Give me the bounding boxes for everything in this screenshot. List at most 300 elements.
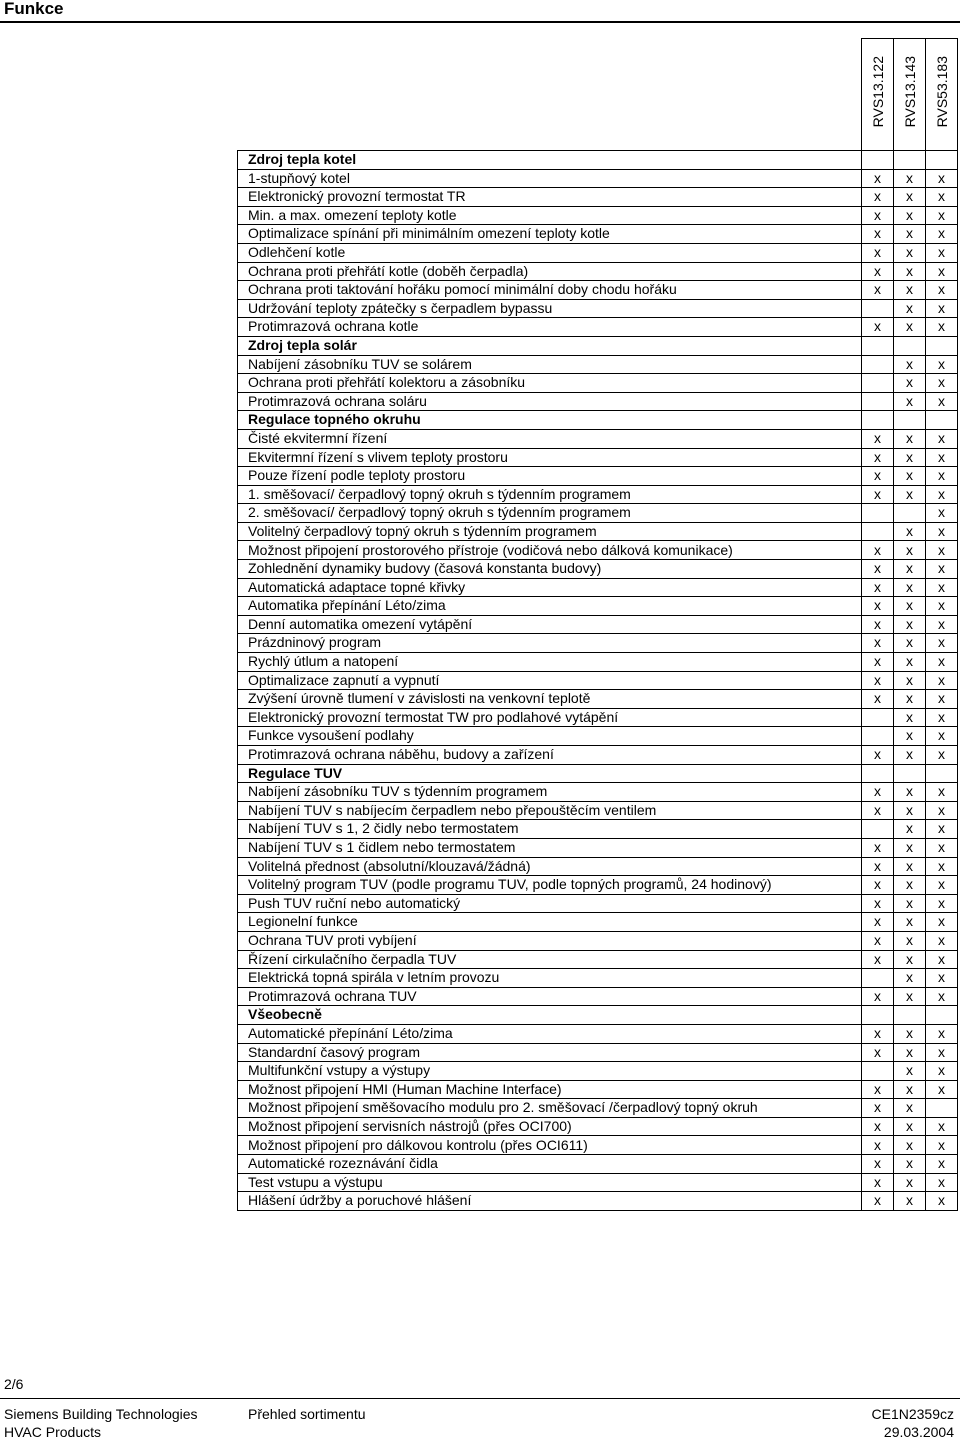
support-mark-rvs53-183: x [926,690,958,709]
support-mark-rvs53-183: x [926,876,958,895]
support-mark-rvs13-143: x [894,931,926,950]
table-row [238,1155,958,1174]
function-label: Hlášení údržby a poruchové hlášení [238,1192,862,1211]
support-mark-rvs13-122: x [862,243,894,262]
table-row [238,634,958,653]
support-mark-rvs53-183: x [926,987,958,1006]
support-mark-rvs13-122: x [862,206,894,225]
function-label: Zvýšení úrovně tlumení v závislosti na venkovní teplotě [238,690,862,709]
footer-division: HVAC Products [4,1424,101,1440]
function-label: Legionelní funkce [238,913,862,932]
support-mark-rvs53-183: x [926,262,958,281]
section-title: Regulace TUV [238,764,862,783]
function-label: Ochrana TUV proti vybíjení [238,931,862,950]
table-row [238,504,958,523]
support-mark-rvs13-122: x [862,838,894,857]
table-row [238,708,958,727]
support-mark-rvs13-122: x [862,615,894,634]
support-mark-rvs13-122: x [862,913,894,932]
table-row [238,560,958,579]
support-mark-rvs13-122 [862,727,894,746]
function-label: Automatika přepínání Léto/zima [238,597,862,616]
support-mark-rvs53-183: x [926,522,958,541]
support-mark-rvs53-183: x [926,615,958,634]
support-mark-rvs53-183: x [926,1117,958,1136]
support-mark-rvs53-183: x [926,541,958,560]
function-label: Volitelný čerpadlový topný okruh s týdenním programem [238,522,862,541]
support-mark-rvs13-143: x [894,262,926,281]
function-label: Automatické rozeznávání čidla [238,1155,862,1174]
support-mark-rvs13-143: x [894,727,926,746]
function-label: 1. směšovací/ čerpadlový topný okruh s týdenním programem [238,485,862,504]
footer-company: Siemens Building Technologies [4,1406,198,1422]
support-mark-rvs13-122: x [862,987,894,1006]
section-empty-cell [926,1006,958,1025]
function-label: Pouze řízení podle teploty prostoru [238,467,862,486]
function-label: Volitelný program TUV (podle programu TUV, podle topných programů, 24 hodinový) [238,876,862,895]
support-mark-rvs13-122: x [862,485,894,504]
support-mark-rvs13-143: x [894,857,926,876]
header-divider [0,21,960,23]
table-row [238,281,958,300]
support-mark-rvs13-143: x [894,541,926,560]
support-mark-rvs53-183: x [926,894,958,913]
support-mark-rvs53-183: x [926,1024,958,1043]
support-mark-rvs13-122 [862,299,894,318]
support-mark-rvs13-143: x [894,653,926,672]
support-mark-rvs13-122 [862,522,894,541]
function-label: Nabíjení TUV s 1 čidlem nebo termostatem [238,838,862,857]
support-mark-rvs53-183: x [926,671,958,690]
support-mark-rvs13-143: x [894,188,926,207]
support-mark-rvs13-122: x [862,894,894,913]
support-mark-rvs13-122: x [862,1136,894,1155]
support-mark-rvs13-143: x [894,448,926,467]
support-mark-rvs13-122: x [862,1173,894,1192]
support-mark-rvs53-183: x [926,578,958,597]
function-label: Standardní časový program [238,1043,862,1062]
support-mark-rvs13-143: x [894,1043,926,1062]
table-row [238,1062,958,1081]
table-row [238,838,958,857]
function-label: Odlehčení kotle [238,243,862,262]
table-row [238,894,958,913]
section-empty-cell [926,764,958,783]
footer-document-title: Přehled sortimentu [248,1406,366,1422]
section-empty-cell [926,151,958,170]
support-mark-rvs13-143: x [894,225,926,244]
function-label: Min. a max. omezení teploty kotle [238,206,862,225]
table-row [238,801,958,820]
support-mark-rvs13-143 [894,504,926,523]
table-row [238,485,958,504]
support-mark-rvs13-122: x [862,950,894,969]
support-mark-rvs53-183: x [926,560,958,579]
function-label: Push TUV ruční nebo automatický [238,894,862,913]
support-mark-rvs53-183: x [926,969,958,988]
support-mark-rvs53-183: x [926,243,958,262]
support-mark-rvs13-143: x [894,746,926,765]
section-empty-cell [862,1006,894,1025]
support-mark-rvs53-183: x [926,374,958,393]
column-header-label: RVS13.122 [869,55,886,127]
support-mark-rvs13-122: x [862,783,894,802]
support-mark-rvs53-183: x [926,467,958,486]
table-row [238,746,958,765]
column-header-rvs13-143 [894,39,926,151]
function-label: Nabíjení TUV s nabíjecím čerpadlem nebo přepouštěcím ventilem [238,801,862,820]
support-mark-rvs13-143: x [894,894,926,913]
table-row [238,318,958,337]
function-label: Možnost připojení servisních nástrojů (přes OCI700) [238,1117,862,1136]
support-mark-rvs53-183: x [926,355,958,374]
support-mark-rvs13-122: x [862,1043,894,1062]
function-label: 2. směšovací/ čerpadlový topný okruh s týdenním programem [238,504,862,523]
function-label: Prázdninový program [238,634,862,653]
support-mark-rvs53-183: x [926,597,958,616]
table-row [238,299,958,318]
support-mark-rvs13-143: x [894,1024,926,1043]
support-mark-rvs13-143: x [894,169,926,188]
function-label: Elektrická topná spirála v letním provozu [238,969,862,988]
support-mark-rvs13-143: x [894,597,926,616]
section-header-row [238,151,958,170]
table-row [238,1173,958,1192]
support-mark-rvs53-183: x [926,318,958,337]
support-mark-rvs53-183: x [926,485,958,504]
support-mark-rvs13-143: x [894,969,926,988]
support-mark-rvs13-143: x [894,355,926,374]
function-label: Udržování teploty zpátečky s čerpadlem bypassu [238,299,862,318]
function-label: Funkce vysoušení podlahy [238,727,862,746]
section-header-row [238,1006,958,1025]
function-label: Možnost připojení HMI (Human Machine Interface) [238,1080,862,1099]
support-mark-rvs53-183: x [926,1173,958,1192]
function-label: Ochrana proti taktování hořáku pomocí minimální doby chodu hořáku [238,281,862,300]
support-mark-rvs53-183: x [926,429,958,448]
footer-divider [0,1398,960,1399]
section-title: Zdroj tepla kotel [238,151,862,170]
support-mark-rvs53-183: x [926,392,958,411]
function-label: Optimalizace zapnutí a vypnutí [238,671,862,690]
support-mark-rvs13-143: x [894,1173,926,1192]
page-number: 2/6 [4,1376,24,1392]
support-mark-rvs13-122: x [862,1155,894,1174]
support-mark-rvs13-122 [862,504,894,523]
table-row [238,169,958,188]
function-label: Ochrana proti přehřátí kolektoru a zásobníku [238,374,862,393]
support-mark-rvs13-122: x [862,541,894,560]
section-empty-cell [862,151,894,170]
footer-date: 29.03.2004 [883,1424,954,1440]
support-mark-rvs13-122: x [862,1099,894,1118]
support-mark-rvs13-143: x [894,281,926,300]
function-label: Test vstupu a výstupu [238,1173,862,1192]
page-title: Funkce [4,0,64,18]
support-mark-rvs13-122: x [862,876,894,895]
section-empty-cell [862,336,894,355]
function-label: Protimrazová ochrana kotle [238,318,862,337]
support-mark-rvs13-122: x [862,1080,894,1099]
support-mark-rvs53-183: x [926,169,958,188]
table-row [238,1080,958,1099]
support-mark-rvs53-183: x [926,1062,958,1081]
table-row [238,671,958,690]
table-row [238,857,958,876]
support-mark-rvs53-183: x [926,504,958,523]
support-mark-rvs13-122 [862,1062,894,1081]
function-label: Optimalizace spínání při minimálním omezení teploty kotle [238,225,862,244]
support-mark-rvs13-143: x [894,690,926,709]
support-mark-rvs53-183: x [926,857,958,876]
support-mark-rvs53-183: x [926,931,958,950]
function-table [237,38,958,1211]
support-mark-rvs13-122: x [862,262,894,281]
support-mark-rvs13-143: x [894,987,926,1006]
table-row [238,1099,958,1118]
table-row [238,820,958,839]
support-mark-rvs53-183: x [926,1136,958,1155]
support-mark-rvs13-143: x [894,950,926,969]
table-row [238,615,958,634]
support-mark-rvs53-183: x [926,206,958,225]
section-empty-cell [894,411,926,430]
support-mark-rvs13-122: x [862,1117,894,1136]
support-mark-rvs13-122: x [862,746,894,765]
function-label: Ekvitermní řízení s vlivem teploty prostoru [238,448,862,467]
table-row [238,448,958,467]
support-mark-rvs53-183: x [926,225,958,244]
table-row [238,597,958,616]
function-label: Elektronický provozní termostat TW pro podlahové vytápění [238,708,862,727]
support-mark-rvs13-122: x [862,1192,894,1211]
support-mark-rvs13-143: x [894,634,926,653]
support-mark-rvs13-122: x [862,634,894,653]
support-mark-rvs13-143: x [894,392,926,411]
support-mark-rvs13-143: x [894,1080,926,1099]
support-mark-rvs53-183: x [926,708,958,727]
section-empty-cell [894,1006,926,1025]
support-mark-rvs13-122: x [862,467,894,486]
function-label: Nabíjení TUV s 1, 2 čidly nebo termostatem [238,820,862,839]
section-empty-cell [894,151,926,170]
support-mark-rvs53-183: x [926,188,958,207]
table-row [238,969,958,988]
function-label: Možnost připojení pro dálkovou kontrolu (přes OCI611) [238,1136,862,1155]
table-row [238,653,958,672]
support-mark-rvs13-122: x [862,578,894,597]
support-mark-rvs13-143: x [894,1192,926,1211]
function-label: Automatická adaptace topné křivky [238,578,862,597]
function-label: Protimrazová ochrana soláru [238,392,862,411]
function-label: Rychlý útlum a natopení [238,653,862,672]
support-mark-rvs53-183: x [926,448,958,467]
table-row [238,783,958,802]
support-mark-rvs13-143: x [894,318,926,337]
section-empty-cell [926,411,958,430]
table-row [238,1136,958,1155]
function-label: Multifunkční vstupy a výstupy [238,1062,862,1081]
support-mark-rvs13-122: x [862,690,894,709]
support-mark-rvs13-143: x [894,801,926,820]
section-title: Regulace topného okruhu [238,411,862,430]
support-mark-rvs13-122: x [862,1024,894,1043]
table-row [238,987,958,1006]
support-mark-rvs13-122 [862,708,894,727]
table-row [238,727,958,746]
support-mark-rvs53-183: x [926,913,958,932]
support-mark-rvs13-122: x [862,671,894,690]
support-mark-rvs13-122 [862,374,894,393]
support-mark-rvs13-122: x [862,281,894,300]
support-mark-rvs13-122: x [862,318,894,337]
support-mark-rvs13-122 [862,969,894,988]
support-mark-rvs13-143: x [894,560,926,579]
support-mark-rvs53-183: x [926,1155,958,1174]
function-label: Čisté ekvitermní řízení [238,429,862,448]
function-table-body [238,39,958,1211]
support-mark-rvs53-183: x [926,783,958,802]
header-empty-cell [238,39,862,151]
support-mark-rvs13-122: x [862,931,894,950]
function-label: Denní automatika omezení vytápění [238,615,862,634]
section-title: Zdroj tepla solár [238,336,862,355]
support-mark-rvs53-183 [926,1099,958,1118]
table-row [238,522,958,541]
support-mark-rvs53-183: x [926,950,958,969]
table-row [238,931,958,950]
column-header-rvs53-183 [926,39,958,151]
section-empty-cell [894,336,926,355]
table-row [238,225,958,244]
support-mark-rvs13-122: x [862,448,894,467]
function-label: Možnost připojení směšovacího modulu pro 2. směšovací /čerpadlový topný okruh [238,1099,862,1118]
support-mark-rvs53-183: x [926,820,958,839]
table-row [238,1024,958,1043]
support-mark-rvs13-143: x [894,1062,926,1081]
function-label: Možnost připojení prostorového přístroje (vodičová nebo dálková komunikace) [238,541,862,560]
support-mark-rvs13-122: x [862,225,894,244]
function-label: Elektronický provozní termostat TR [238,188,862,207]
section-empty-cell [862,764,894,783]
function-label: Nabíjení zásobníku TUV se solárem [238,355,862,374]
support-mark-rvs53-183: x [926,1043,958,1062]
support-mark-rvs53-183: x [926,634,958,653]
support-mark-rvs13-143: x [894,783,926,802]
table-row [238,1117,958,1136]
support-mark-rvs13-122: x [862,429,894,448]
support-mark-rvs13-122: x [862,169,894,188]
table-row [238,950,958,969]
table-row [238,392,958,411]
column-header-label: RVS53.183 [933,55,950,127]
function-label: 1-stupňový kotel [238,169,862,188]
support-mark-rvs13-143: x [894,820,926,839]
support-mark-rvs13-122: x [862,560,894,579]
function-label: Nabíjení zásobníku TUV s týdenním programem [238,783,862,802]
support-mark-rvs53-183: x [926,281,958,300]
table-row [238,876,958,895]
section-empty-cell [894,764,926,783]
support-mark-rvs13-143: x [894,243,926,262]
table-row [238,429,958,448]
support-mark-rvs53-183: x [926,727,958,746]
column-header-label: RVS13.143 [901,55,918,127]
table-row [238,467,958,486]
support-mark-rvs13-143: x [894,1136,926,1155]
support-mark-rvs13-143: x [894,708,926,727]
support-mark-rvs13-143: x [894,206,926,225]
section-empty-cell [926,336,958,355]
support-mark-rvs13-122: x [862,653,894,672]
function-label: Zohlednění dynamiky budovy (časová konstanta budovy) [238,560,862,579]
section-header-row [238,411,958,430]
support-mark-rvs13-122 [862,355,894,374]
support-mark-rvs53-183: x [926,299,958,318]
section-title: Všeobecně [238,1006,862,1025]
support-mark-rvs13-143: x [894,913,926,932]
support-mark-rvs13-143: x [894,838,926,857]
table-row [238,578,958,597]
support-mark-rvs13-143: x [894,578,926,597]
table-row [238,690,958,709]
table-row [238,355,958,374]
table-row [238,913,958,932]
function-label: Ochrana proti přehřátí kotle (doběh čerpadla) [238,262,862,281]
support-mark-rvs13-143: x [894,1117,926,1136]
support-mark-rvs13-143: x [894,467,926,486]
footer-document-code: CE1N2359cz [871,1406,954,1422]
support-mark-rvs13-122: x [862,597,894,616]
section-header-row [238,764,958,783]
support-mark-rvs13-143: x [894,429,926,448]
section-empty-cell [862,411,894,430]
support-mark-rvs13-122: x [862,801,894,820]
support-mark-rvs13-122 [862,820,894,839]
support-mark-rvs53-183: x [926,801,958,820]
function-label: Řízení cirkulačního čerpadla TUV [238,950,862,969]
table-row [238,374,958,393]
table-header-row [238,39,958,151]
support-mark-rvs53-183: x [926,1192,958,1211]
column-header-rvs13-122 [862,39,894,151]
table-row [238,541,958,560]
support-mark-rvs13-143: x [894,671,926,690]
support-mark-rvs53-183: x [926,838,958,857]
section-header-row [238,336,958,355]
function-label: Automatické přepínání Léto/zima [238,1024,862,1043]
table-row [238,206,958,225]
support-mark-rvs13-143: x [894,615,926,634]
support-mark-rvs13-143: x [894,485,926,504]
table-row [238,188,958,207]
support-mark-rvs53-183: x [926,1080,958,1099]
support-mark-rvs13-143: x [894,374,926,393]
function-label: Protimrazová ochrana TUV [238,987,862,1006]
table-row [238,1192,958,1211]
function-label: Volitelná přednost (absolutní/klouzavá/žádná) [238,857,862,876]
support-mark-rvs53-183: x [926,746,958,765]
support-mark-rvs13-143: x [894,876,926,895]
table-row [238,262,958,281]
table-row [238,1043,958,1062]
support-mark-rvs13-143: x [894,1155,926,1174]
support-mark-rvs53-183: x [926,653,958,672]
table-row [238,243,958,262]
support-mark-rvs13-143: x [894,299,926,318]
support-mark-rvs13-122: x [862,188,894,207]
support-mark-rvs13-122 [862,392,894,411]
